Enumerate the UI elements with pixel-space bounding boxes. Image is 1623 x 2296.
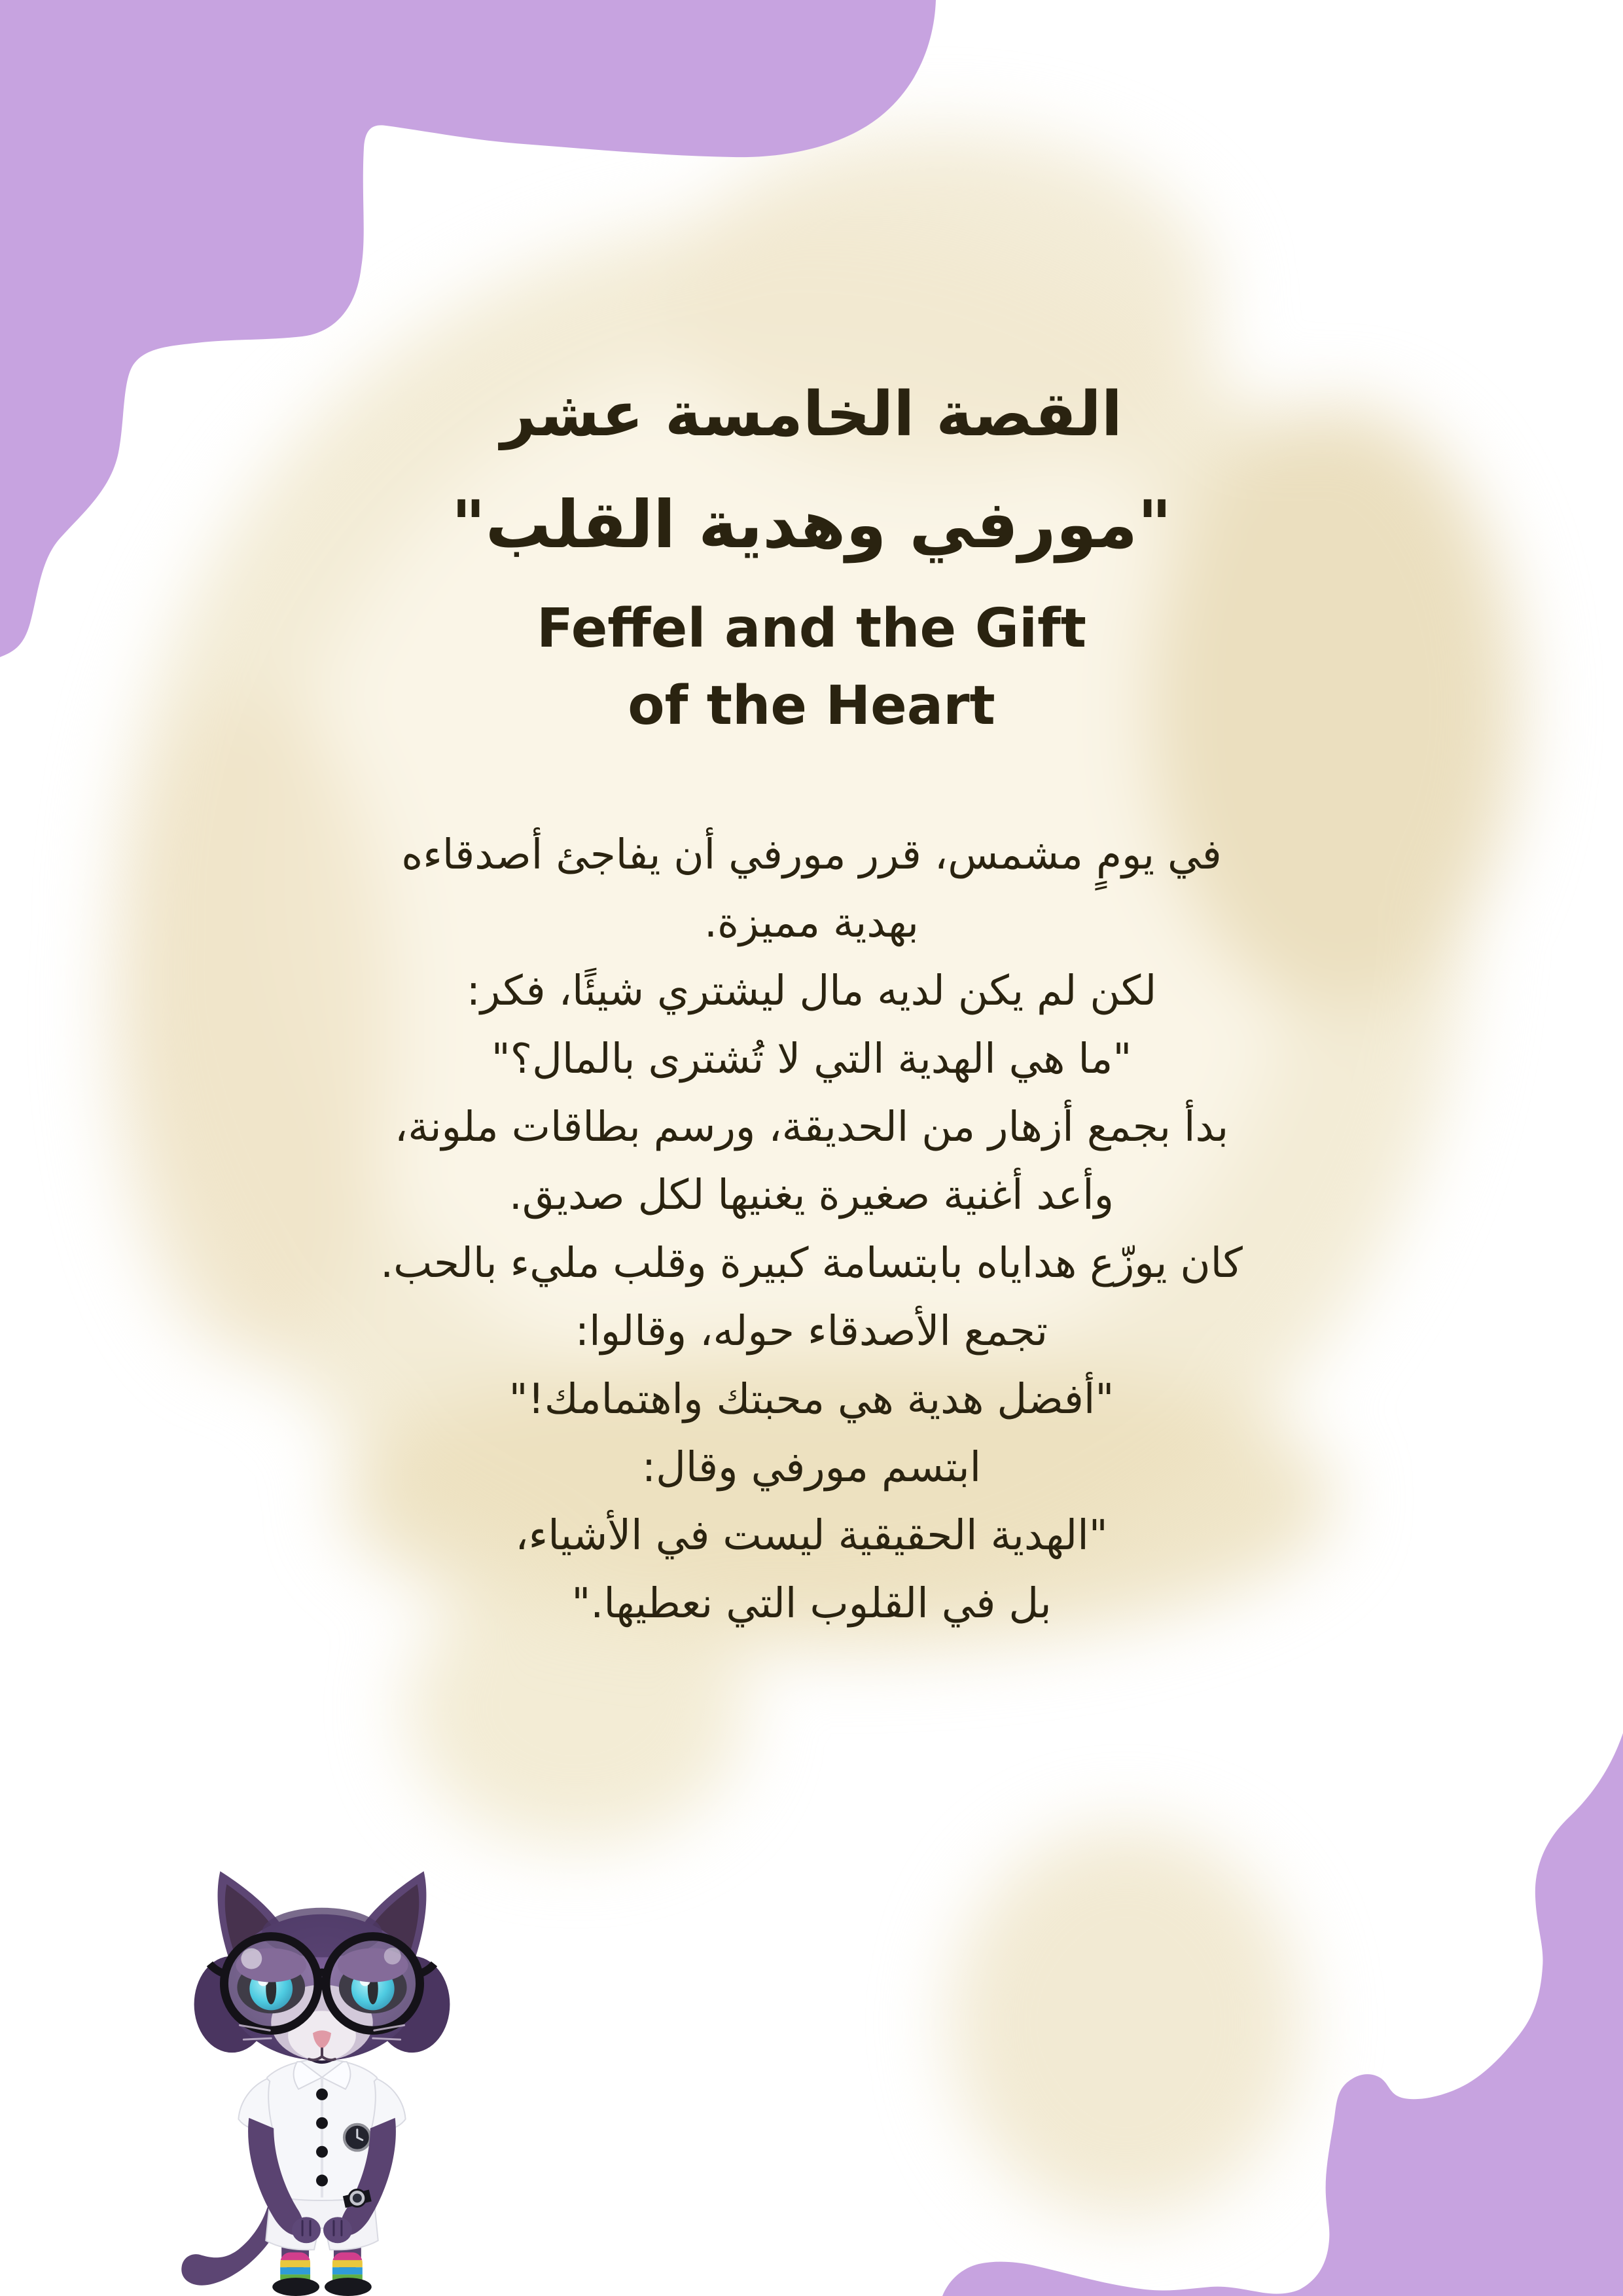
- story-line: كان يوزّع هداياه بابتسامة كبيرة وقلب مليء بالحب.: [380, 1239, 1243, 1287]
- cat-shoe: [272, 2278, 319, 2296]
- purple-cat-illustration: [171, 1862, 473, 2296]
- story-title-english-line1: Feffel and the Gift: [537, 598, 1086, 660]
- story-line: لكن لم يكن لديه مال ليشتري شيئًا، فكر:: [466, 967, 1157, 1014]
- story-line: وأعد أغنية صغيرة يغنيها لكل صديق.: [508, 1171, 1115, 1219]
- story-line: بل في القلوب التي نعطيها.": [571, 1579, 1052, 1627]
- story-line: تجمع الأصدقاء حوله، وقالوا:: [575, 1307, 1048, 1355]
- cat-head: [194, 1871, 450, 2060]
- story-line: ابتسم مورفي وقال:: [641, 1443, 982, 1491]
- story-line: في يومٍ مشمس، قرر مورفي أن يفاجئ أصدقاءه: [401, 831, 1222, 878]
- shirt-button: [316, 2089, 328, 2100]
- cat-paw: [323, 2217, 352, 2243]
- story-line: "أفضل هدية هي محبتك واهتمامك!": [508, 1375, 1115, 1423]
- story-title-arabic: "مورفي وهدية القلب": [451, 486, 1172, 563]
- shirt-button: [316, 2117, 328, 2129]
- story-title-english-line2: of the Heart: [628, 675, 995, 737]
- cat-paw: [292, 2217, 321, 2243]
- cat-shoe: [325, 2278, 372, 2296]
- story-line: "الهدية الحقيقية ليست في الأشياء،: [515, 1511, 1108, 1559]
- story-text: [0, 821, 1623, 1638]
- cat-tail: [181, 2202, 283, 2286]
- story-line: بهدية مميزة.: [704, 899, 919, 946]
- shirt-button: [316, 2175, 328, 2187]
- shirt-button: [316, 2146, 328, 2158]
- bottom-right-purple-blob: [942, 1733, 1623, 2296]
- story-number-title: القصة الخامسة عشر: [500, 379, 1122, 450]
- story-title-english: [0, 590, 1623, 745]
- story-line: "ما هي الهدية التي لا تُشترى بالمال؟": [491, 1035, 1132, 1083]
- story-line: بدأ بجمع أزهار من الحديقة، ورسم بطاقات ملونة،: [394, 1103, 1229, 1151]
